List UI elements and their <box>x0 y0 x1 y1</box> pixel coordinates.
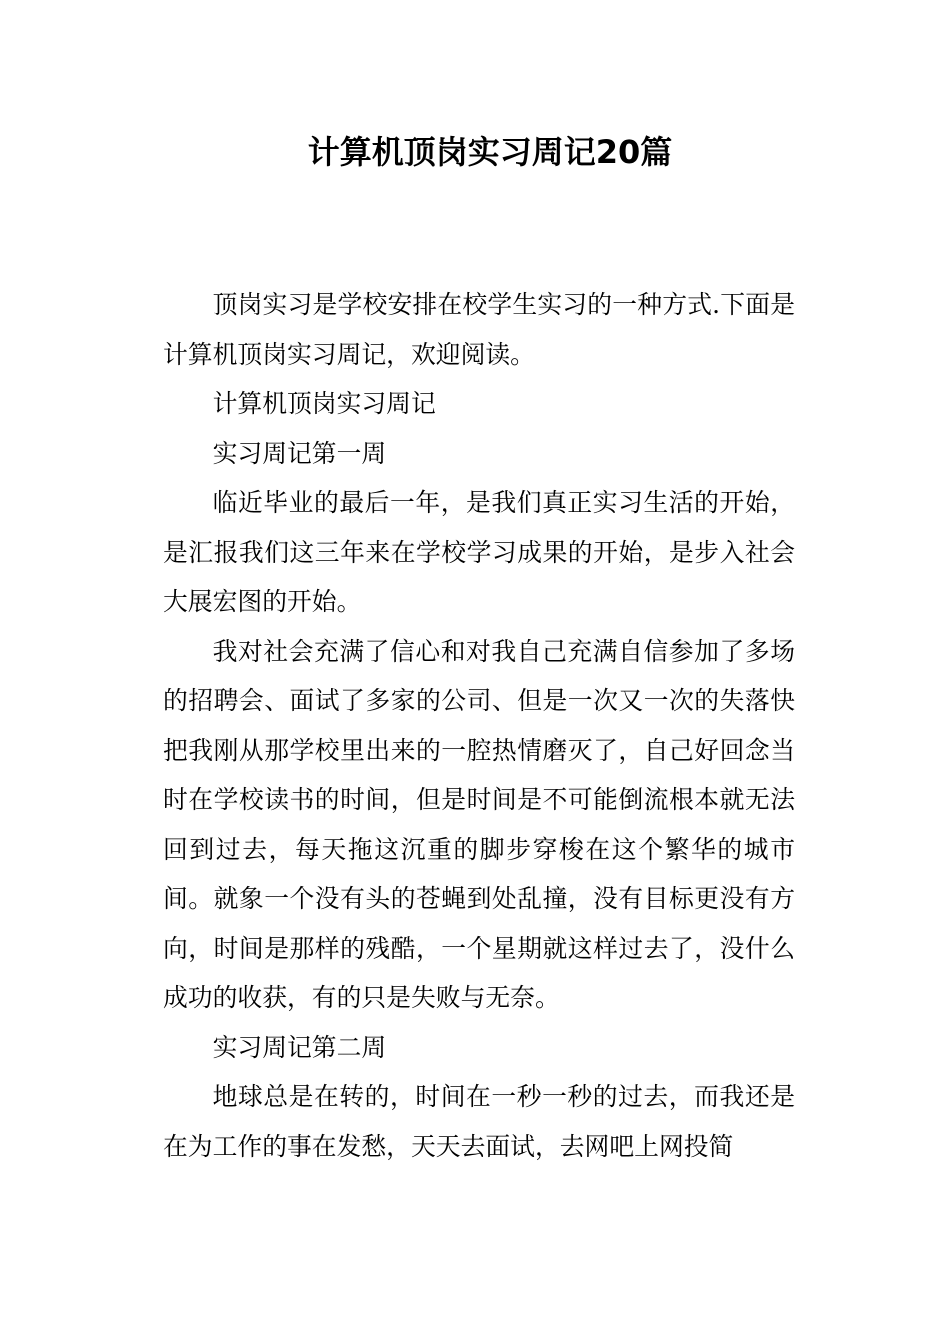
section-heading: 计算机顶岗实习周记 <box>212 389 436 418</box>
document-body <box>163 280 795 1171</box>
week-two-heading: 实习周记第二周 <box>212 1032 387 1062</box>
body-paragraph: 我对社会充满了信心和对我自己充满自信参加了多场的招聘会、面试了多家的公司、但是一次又一次的失落快把我刚从那学校里出来的一腔热情磨灭了，自己好回念当时在学校读书的时间，但是时间是不可能倒流根本就无法回到过去，每天拖这沉重的脚步穿梭在这个繁华的城市间。就象一个没有头的苍蝇到处乱撞，没有目标更没有方向，时间是那样的残酷，一个星期就这样过去了，没什么成功的收获，有的只是失败与无奈。 <box>163 636 795 1012</box>
week-one-heading: 实习周记第一周 <box>212 438 387 468</box>
body-paragraph: 临近毕业的最后一年，是我们真正实习生活的开始，是汇报我们这三年来在学校学习成果的开始，是步入社会大展宏图的开始。 <box>163 488 795 616</box>
document-title: 计算机顶岗实习周记20篇 <box>307 133 673 171</box>
intro-paragraph: 顶岗实习是学校安排在校学生实习的一种方式.下面是计算机顶岗实习周记，欢迎阅读。 <box>163 290 795 369</box>
body-paragraph: 地球总是在转的，时间在一秒一秒的过去，而我还是在为工作的事在发愁，天天去面试，去网吧上网投简 <box>163 1082 795 1161</box>
